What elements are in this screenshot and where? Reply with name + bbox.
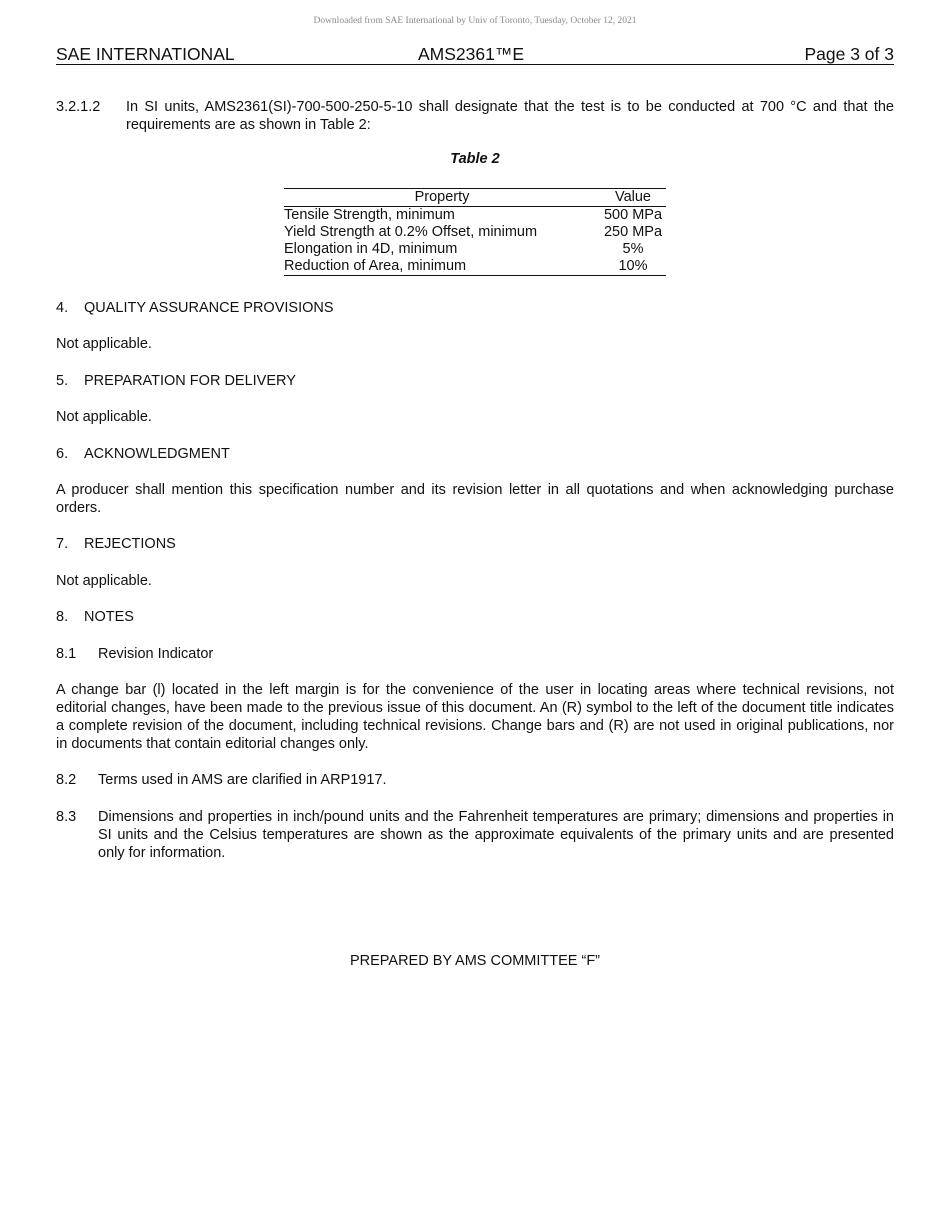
column-header-property: Property — [284, 189, 600, 207]
section-6-body: A producer shall mention this specification number and its revision letter in all quotations and when acknowledging purchase orders. — [56, 482, 894, 516]
table-row — [284, 224, 666, 241]
section-number: 8.1 — [56, 646, 77, 662]
section-8-1-heading — [56, 645, 894, 663]
section-title: ACKNOWLEDGMENT — [84, 446, 230, 462]
table-row — [284, 258, 666, 276]
section-8-3 — [56, 808, 894, 862]
value-cell: 500 MPa — [603, 207, 663, 223]
section-title: PREPARATION FOR DELIVERY — [84, 373, 296, 389]
section-6-heading — [56, 445, 894, 463]
section-number: 6. — [56, 446, 69, 462]
prepared-by-footer: PREPARED BY AMS COMMITTEE “F” — [349, 953, 601, 969]
section-8-heading — [56, 608, 894, 626]
property-cell: Tensile Strength, minimum — [284, 207, 455, 223]
section-4-heading — [56, 299, 894, 317]
section-8-1-body: A change bar (l) located in the left margin is for the convenience of the user in locating areas where technical revisions, not editorial changes, have been made to the previous issue of this document. An (R) symbol to the left of the document title indicates a complete revision of the document, including technical revisions. Change bars and (R) are not used in original publications, nor in documents that contain editorial changes only. — [56, 682, 894, 752]
section-7-body: Not applicable. — [56, 573, 152, 589]
section-7-heading — [56, 535, 894, 553]
download-watermark: Downloaded from SAE International by Univ of Toronto, Tuesday, October 12, 2021 — [313, 16, 637, 26]
properties-table — [284, 188, 666, 276]
value-cell: 10% — [600, 258, 666, 276]
section-text: In SI units, AMS2361(SI)-700-500-250-5-10 shall designate that the test is to be conducted at 700 °C and that the requirements are as shown in Table 2: — [126, 99, 894, 133]
property-cell: Elongation in 4D, minimum — [284, 241, 458, 257]
property-cell: Yield Strength at 0.2% Offset, minimum — [284, 224, 538, 240]
section-number: 8.3 — [56, 809, 77, 825]
section-number: 7. — [56, 536, 69, 552]
section-title: QUALITY ASSURANCE PROVISIONS — [84, 300, 334, 316]
section-8-2 — [56, 771, 894, 789]
section-5-heading — [56, 372, 894, 390]
section-number: 5. — [56, 373, 69, 389]
section-title: Revision Indicator — [98, 646, 214, 662]
page-header — [56, 44, 894, 65]
section-number: 8. — [56, 609, 69, 625]
header-doc-id: AMS2361™E — [418, 44, 525, 64]
value-cell: 5% — [622, 241, 644, 257]
section-5-body: Not applicable. — [56, 409, 152, 425]
section-3-2-1-2 — [56, 98, 894, 134]
table-caption: Table 2 — [450, 151, 500, 167]
property-cell: Reduction of Area, minimum — [284, 258, 600, 276]
table-header-row — [284, 189, 666, 207]
header-org: SAE INTERNATIONAL — [56, 44, 235, 64]
section-number: 8.2 — [56, 772, 77, 788]
section-number: 4. — [56, 300, 69, 316]
value-cell: 250 MPa — [603, 224, 663, 240]
section-text: Dimensions and properties in inch/pound units and the Fahrenheit temperatures are primary; dimensions and properties in SI units and the Celsius temperatures are shown as the approximate equivalents of the primary units and are presented only for information. — [98, 809, 894, 861]
section-text: Terms used in AMS are clarified in ARP1917. — [98, 772, 387, 788]
section-title: NOTES — [84, 609, 134, 625]
section-number: 3.2.1.2 — [56, 99, 101, 115]
header-page-number: Page 3 of 3 — [804, 44, 894, 64]
section-4-body: Not applicable. — [56, 336, 152, 352]
column-header-value: Value — [600, 189, 666, 207]
table-row — [284, 241, 666, 258]
table-row — [284, 207, 666, 225]
section-title: REJECTIONS — [84, 536, 176, 552]
